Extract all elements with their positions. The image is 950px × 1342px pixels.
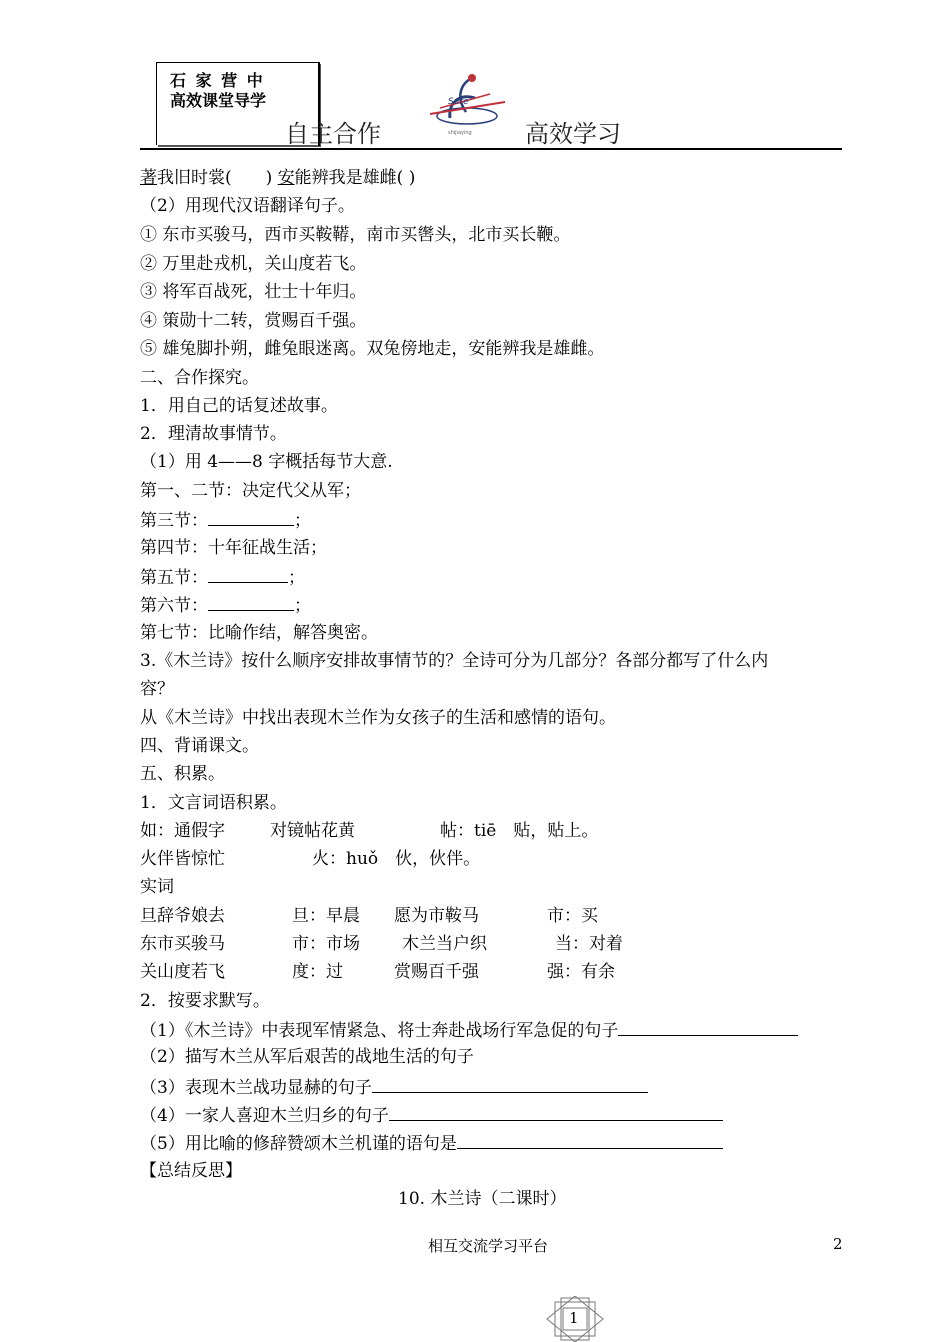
line-3: ① 东市买骏马，西市买鞍鞯，南市买辔头，北市买长鞭。 [140,225,571,245]
line-9: 1．用自己的话复述故事。 [140,396,338,416]
answer-blank[interactable] [208,566,288,583]
line-13: 第三节： ； [140,511,311,531]
header [0,0,950,150]
footer-text: 相互交流学习平台 [428,1237,549,1255]
answer-blank[interactable] [208,509,294,526]
slogan-left: 自主合作 [285,120,381,148]
line-2: （2）用现代汉语翻译句子。 [140,196,355,216]
line-11: （1）用 4——8 字概括每节大意. [140,452,393,472]
line-4: ② 万里赴戎机，关山度若飞。 [140,254,367,274]
line-16: 第六节： ； [140,596,311,616]
answer-blank[interactable] [457,1132,723,1149]
svg-text:shijiaying: shijiaying [448,130,472,136]
section-heading-cooperation: 二、合作探究。 [140,368,259,388]
page-badge-number: 1 [569,1309,579,1327]
line-15: 第五节： ； [140,568,305,588]
line-20: 从《木兰诗》中找出表现木兰作为女孩子的生活和感情的语句。 [140,708,616,728]
line-34: （4）一家人喜迎木兰归乡的句子 [140,1104,723,1126]
line-30: 2．按要求默写。 [140,991,270,1011]
line-17: 第七节：比喻作结，解答奥密。 [140,623,378,643]
school-line-1: 石 家 营 中 [170,71,265,90]
line-26: 实词 [140,877,174,897]
answer-blank[interactable] [208,594,294,611]
line-10: 2．理清故事情节。 [140,424,287,444]
line-35: （5）用比喻的修辞赞颂木兰机谨的语句是 [140,1132,723,1154]
line-7: ⑤ 雄兔脚扑朔，雌兔眼迷离。双兔傍地走，安能辨我是雄雌。 [140,339,605,359]
section-heading-recite: 四、背诵课文。 [140,736,259,756]
line-18: 3.《木兰诗》按什么顺序安排故事情节的？全诗可分为几部分？各部分都写了什么内 [140,651,769,671]
answer-blank[interactable] [372,1076,648,1093]
summary-heading: 【总结反思】 [140,1161,242,1181]
line-33: （3）表现木兰战功显赫的句子 [140,1076,648,1098]
line-14: 第四节：十年征战生活； [140,538,327,558]
line-12: 第一、二节：决定代父从军； [140,481,361,501]
line-32: （2）描写木兰从军后艰苦的战地生活的句子 [140,1047,474,1067]
answer-blank[interactable] [389,1104,723,1121]
answer-blank[interactable] [618,1019,798,1036]
header-rule [140,148,842,150]
slogan-right: 高效学习 [525,120,621,148]
line-19: 容？ [140,679,174,699]
line-6: ④ 策勋十二转，赏赐百千强。 [140,311,367,331]
line-23: 1．文言词语积累。 [140,793,287,813]
page-number: 2 [833,1235,843,1253]
section-heading-accumulate: 五、积累。 [140,764,225,784]
line-1: 著我旧时裳( ) 安能辨我是雄雌( ) [140,168,416,188]
lesson-title: 10. 木兰诗（二课时） [398,1189,567,1209]
school-line-2: 高效课堂导学 [170,91,267,110]
line-5: ③ 将军百战死，壮士十年归。 [140,282,367,302]
emblem-logo-icon [420,68,515,138]
line-31: （1）《木兰诗》中表现军情紧急、将士奔赴战场行军急促的句子 [140,1019,798,1041]
svg-text:Sure: Sure [448,97,469,107]
